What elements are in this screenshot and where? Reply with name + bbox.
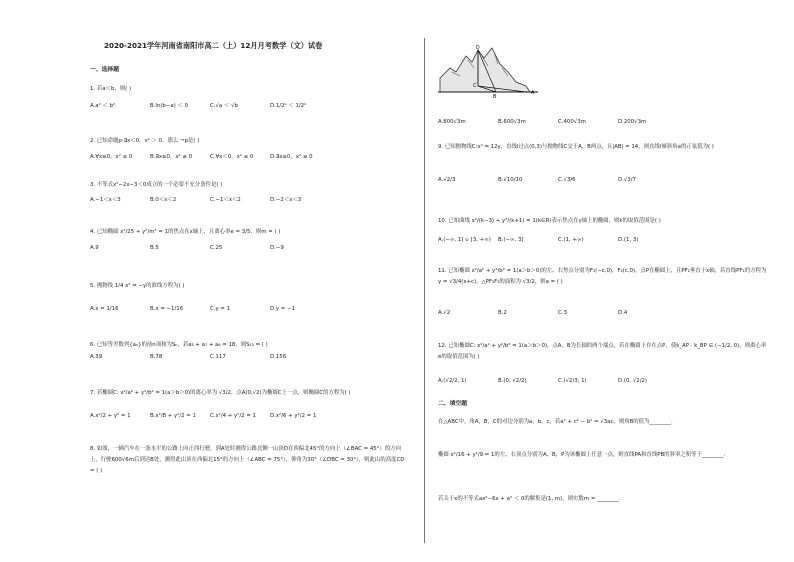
option-a[interactable]: A.9	[90, 245, 99, 251]
label-a: A	[531, 90, 535, 96]
option-a[interactable]: A.(−∞, 1] ∪ [3, +∞)	[438, 237, 491, 243]
option-a[interactable]: A.√2	[438, 310, 451, 316]
option-a[interactable]: A.x = 1/16	[90, 306, 119, 312]
option-c[interactable]: C.y = 1	[210, 306, 231, 312]
option-d[interactable]: D.−9	[270, 245, 284, 251]
label-d: D	[476, 45, 480, 51]
column-divider	[424, 38, 425, 543]
option-a[interactable]: A.√2/3	[438, 177, 456, 183]
option-c[interactable]: C.√3/6	[558, 177, 576, 183]
option-c[interactable]: C.400√3m	[558, 119, 586, 125]
label-b: B	[493, 94, 497, 100]
option-d[interactable]: D.200√3m	[618, 119, 647, 125]
question-stem: 9. 已知抛物线C:x² = 12y，直线l过点(0,3)与抛物线C交于A，B两点，且|AB| = 14，则直线l倾斜角α的正弦值为( )	[438, 144, 714, 150]
option-b[interactable]: B.(0, √2/2)	[498, 378, 527, 384]
fill-question-14: 椭圆 x²/16 + y²/9 = 1的左、右顶点分别为A，B，P为该椭圆上任意一点，则直线PA和直线PB的斜率之积等于________.	[438, 452, 726, 458]
option-b[interactable]: B.√10/10	[498, 177, 523, 183]
option-c[interactable]: C.117	[210, 354, 226, 360]
option-b[interactable]: B.5	[150, 245, 159, 251]
question-stem: 11. 已知椭圆 x²/a² + y²/b² = 1(a＞b＞0)的左、右焦点分别为F₁(−c,0)，F₂(c,0)，点P在椭圆上，且PF₂垂直于x轴，若直线PF₁的方程为y = √3/4(x+c)，△PF₁F₂的面积为 √3/2，则a = ( )	[438, 268, 767, 285]
option-d[interactable]: D.√3/7	[618, 177, 636, 183]
section-fill-heading: 二、填空题	[438, 401, 467, 407]
option-d[interactable]: D.y = −1	[270, 306, 295, 312]
option-b[interactable]: B.∃x≥0，x² ≤ 0	[150, 154, 193, 160]
option-c[interactable]: C.(√2/3, 1)	[558, 378, 587, 384]
option-d[interactable]: D.1/2ᵃ ＜ 1/2ᵇ	[270, 103, 307, 109]
question-stem: 6. 已知等差数列{aₙ}的前n项和为Sₙ，若a₃ + a₇ + a₆ = 18，则S₁₃ = ( )	[90, 342, 268, 348]
option-d[interactable]: D.x²/6 + y²/2 = 1	[270, 413, 317, 419]
question-stem: 4. 已知椭圆 x²/25 + y²/m² = 1的焦点在x轴上，且离心率e = 3/5，则m = ( )	[90, 229, 281, 235]
option-c[interactable]: C.∀x＜0，x² ≤ 0	[210, 154, 254, 160]
option-b[interactable]: B.0＜x＜2	[150, 197, 177, 203]
option-d[interactable]: D.(1, 3)	[618, 237, 639, 243]
option-b[interactable]: B.ln(b−a) ＜ 0	[150, 103, 189, 109]
option-b[interactable]: B.600√3m	[498, 119, 526, 125]
question-stem: 5. 抛物线 1/4 x² = −y的准线方程为( )	[90, 283, 185, 289]
question-stem: 1. 若a＜b，则( )	[90, 86, 132, 92]
question-stem: 7. 若椭圆C: x²/a² + y²/b² = 1(a＞b＞0)的离心率为 √3/2，点A(0,√2)为椭圆C上一点，则椭圆C的方程为( )	[90, 390, 351, 396]
question-stem: 8. 如图，一辆汽车在一条水平的公路上向正西行驶，到A处时测得公路北侧一山顶D在西偏北45°的方向上（∠BAC = 45°）的方向上，行驶600√6m后到达B处，测得此山顶在西偏北15°的方向上（∠ABC = 75°），仰角为30°（∠DBC = 30°），则此山的高度CD = ( )	[90, 446, 405, 474]
option-a[interactable]: A.39	[90, 354, 103, 360]
page-title: 2020-2021学年河南省南阳市高二（上）12月月考数学（文）试卷	[104, 41, 323, 50]
option-b[interactable]: B.x = −1/16	[150, 306, 184, 312]
option-d[interactable]: D.−2＜x＜3	[270, 197, 302, 203]
option-d[interactable]: D.4	[618, 310, 628, 316]
label-c: C	[473, 83, 477, 89]
option-a[interactable]: A.x²/2 + y² = 1	[90, 413, 131, 419]
option-c[interactable]: C.25	[210, 245, 223, 251]
option-b[interactable]: B.x²/8 + y²/2 = 1	[150, 413, 196, 419]
question-stem: 12. 已知椭圆C: x²/a² + y²/b² = 1(a＞b＞0)，点A，B为长轴的两个端点，若在椭圆上存在点P，使k_AP · k_BP ∈ (−1/2, 0)，则离心率e的取值范围为( )	[438, 343, 767, 360]
option-a[interactable]: A.a² ＜ b²	[90, 103, 116, 109]
option-b[interactable]: B.2	[498, 310, 507, 316]
option-d[interactable]: D.∃x≥0，x² ≤ 0	[270, 154, 313, 160]
option-a[interactable]: A.−1＜x＜3	[90, 197, 121, 203]
option-b[interactable]: B.(−∞, 3]	[498, 237, 524, 243]
section-choice-heading: 一、选择题	[90, 67, 119, 73]
option-a[interactable]: A.∀x≥0，x² ≤ 0	[90, 154, 133, 160]
option-c[interactable]: C.3	[558, 310, 567, 316]
option-a[interactable]: A.(√2/2, 1)	[438, 378, 467, 384]
option-b[interactable]: B.78	[150, 354, 163, 360]
mountain-figure	[438, 42, 538, 100]
question-stem: 2. 已知命题p:∃x＜0，x² ＞ 0，那么 ¬p是( )	[90, 138, 200, 144]
option-d[interactable]: D.(0, √2/2)	[618, 378, 648, 384]
option-c[interactable]: C.(1, +∞)	[558, 237, 584, 243]
fill-question-13: 在△ABC中，角A，B，C的对边分别为a，b，c，若a² + c² − b² = √3ac，则角B的值为________.	[438, 419, 673, 425]
option-a[interactable]: A.800√3m	[438, 119, 466, 125]
option-c[interactable]: C.−1＜x＜2	[210, 197, 241, 203]
option-c[interactable]: C.x²/4 + y²/2 = 1	[210, 413, 256, 419]
option-d[interactable]: D.156	[270, 354, 287, 360]
question-stem: 10. 已知曲线 x²/(k−3) + y²/(k+1) = 1(k∈R)表示焦点在y轴上的椭圆，则k的取值范围是( )	[438, 218, 661, 224]
question-stem: 3. 不等式x²−2x−3＜0成立的一个必要不充分条件是( )	[90, 182, 223, 188]
fill-question-15: 若关于x的不等式ax²−6x + a² ＜ 0的解集是(1, m)，则实数m = ________.	[438, 496, 621, 502]
option-c[interactable]: C.√a ＜ √b	[210, 103, 238, 109]
